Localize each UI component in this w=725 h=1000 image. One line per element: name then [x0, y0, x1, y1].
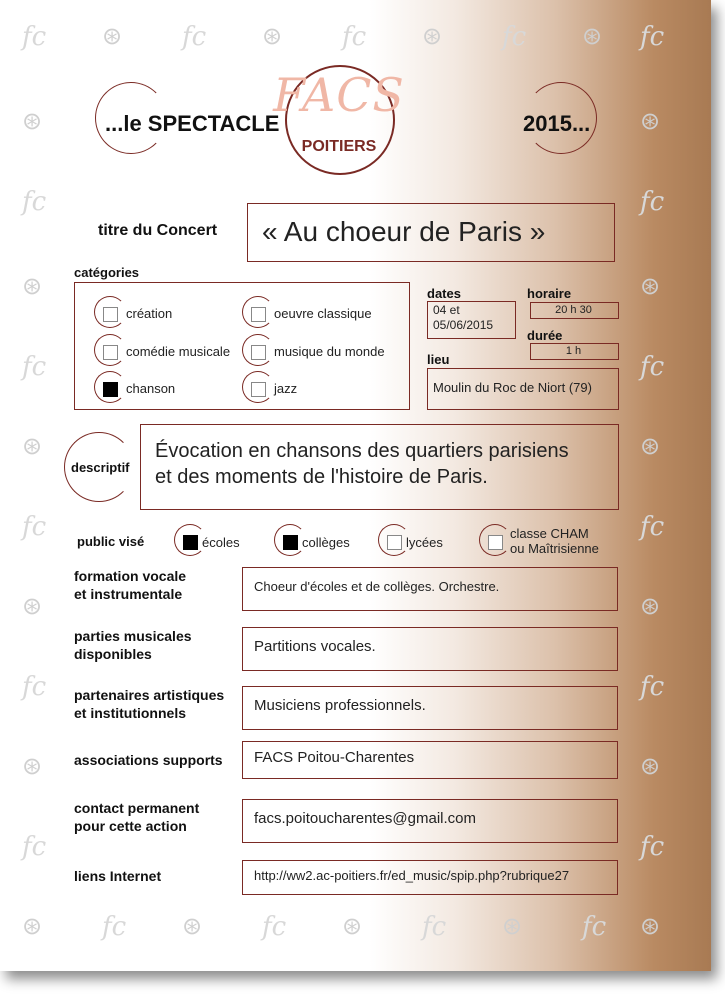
field-label: disponibles [74, 646, 152, 662]
categories-label: catégories [74, 265, 140, 280]
duree-value: 1 h [565, 345, 582, 357]
checkbox-square [387, 535, 402, 550]
checkbox-square [488, 535, 503, 550]
category-checkbox[interactable] [246, 377, 270, 401]
checkbox-square [183, 535, 198, 550]
field-label: liens Internet [74, 868, 162, 884]
field-label: associations supports [74, 752, 223, 768]
watermark-fc-icon: fc [502, 22, 527, 52]
public-label-text: écoles [202, 535, 240, 550]
watermark-fc-icon: fc [640, 22, 665, 52]
category-label: musique du monde [274, 344, 385, 359]
checkbox-square [251, 307, 266, 322]
titre-label: titre du Concert [98, 222, 218, 239]
watermark-spiral-icon: ⊛ [582, 23, 603, 50]
category-label: création [126, 306, 173, 321]
category-checkbox[interactable] [98, 302, 122, 326]
watermark-fc-icon: fc [22, 352, 47, 382]
descriptif-line2: et des moments de l'histoire de Paris. [155, 466, 488, 488]
watermark-spiral-icon: ⊛ [22, 753, 43, 780]
public-checkbox[interactable] [382, 530, 406, 554]
category-label: comédie musicale [126, 344, 231, 359]
category-label: chanson [126, 381, 176, 396]
horaire-value: 20 h 30 [555, 304, 592, 316]
watermark-spiral-icon: ⊛ [22, 273, 43, 300]
category-label: oeuvre classique [274, 306, 372, 321]
field-value: Partitions vocales. [254, 638, 376, 655]
watermark-spiral-icon: ⊛ [22, 593, 43, 620]
dates-label: dates [427, 286, 461, 301]
public-checkbox[interactable] [178, 530, 202, 554]
field-label: et institutionnels [74, 705, 186, 721]
duree-label: durée [527, 328, 563, 343]
facs-logo [265, 50, 413, 182]
field-value: http://ww2.ac-poitiers.fr/ed_music/spip.php?rubrique27 [254, 867, 570, 883]
checkbox-square [103, 307, 118, 322]
field-label: parties musicales [74, 628, 192, 644]
descriptif-label: descriptif [71, 460, 130, 475]
watermark-spiral-icon: ⊛ [640, 753, 661, 780]
checkbox-square [103, 345, 118, 360]
watermark-spiral-icon: ⊛ [102, 23, 123, 50]
checkbox-square [251, 382, 266, 397]
watermark-spiral-icon: ⊛ [422, 23, 443, 50]
watermark-spiral-icon: ⊛ [262, 23, 283, 50]
public-checkbox[interactable] [483, 530, 507, 554]
checkbox-square [251, 345, 266, 360]
watermark-spiral-icon: ⊛ [640, 433, 661, 460]
watermark-spiral-icon: ⊛ [640, 913, 661, 940]
field-value: facs.poitoucharentes@gmail.com [254, 810, 476, 827]
public-label-text: lycées [406, 535, 443, 550]
descriptif-line1: Évocation en chansons des quartiers parisiens [155, 440, 569, 462]
watermark-fc-icon: fc [182, 22, 207, 52]
field-label: contact permanent [74, 800, 200, 816]
titre-value: « Au choeur de Paris » [262, 216, 546, 247]
field-value: FACS Poitou-Charentes [254, 749, 415, 766]
public-label-text: classe CHAM [510, 526, 589, 541]
category-checkbox[interactable] [246, 302, 270, 326]
watermark-fc-icon: fc [342, 22, 367, 52]
public-checkbox[interactable] [278, 530, 302, 554]
header-left-title: ...le SPECTACLE [105, 111, 280, 136]
field-value: Musiciens professionnels. [254, 697, 426, 714]
lieu-value: Moulin du Roc de Niort (79) [433, 380, 592, 395]
watermark-fc-icon: fc [22, 22, 47, 52]
watermark-spiral-icon: ⊛ [182, 913, 203, 940]
logo-bottom-text: POITIERS [301, 138, 377, 155]
category-checkbox[interactable] [246, 340, 270, 364]
watermark-fc-icon: fc [640, 832, 665, 862]
horaire-label: horaire [527, 286, 572, 301]
public-label: public visé [77, 534, 145, 549]
watermark-fc-icon: fc [22, 672, 47, 702]
dates-value-line1: 04 et [433, 303, 460, 317]
checkbox-square [103, 382, 118, 397]
watermark-fc-icon: fc [640, 187, 665, 217]
watermark-spiral-icon: ⊛ [502, 913, 523, 940]
public-label-text: collèges [302, 535, 350, 550]
watermark-fc-icon: fc [102, 912, 127, 942]
watermark-fc-icon: fc [640, 672, 665, 702]
public-label-text: ou Maîtrisienne [510, 541, 599, 556]
field-label: pour cette action [74, 818, 187, 834]
field-label: formation vocale [74, 568, 187, 584]
watermark-spiral-icon: ⊛ [22, 913, 43, 940]
lieu-label: lieu [427, 352, 450, 367]
watermark-fc-icon: fc [640, 512, 665, 542]
field-value: Choeur d'écoles et de collèges. Orchestre. [254, 579, 500, 594]
watermark-spiral-icon: ⊛ [22, 433, 43, 460]
watermark-spiral-icon: ⊛ [342, 913, 363, 940]
category-checkbox[interactable] [98, 340, 122, 364]
watermark-spiral-icon: ⊛ [640, 273, 661, 300]
watermark-fc-icon: fc [422, 912, 447, 942]
watermark-spiral-icon: ⊛ [640, 108, 661, 135]
watermark-fc-icon: fc [582, 912, 607, 942]
watermark-fc-icon: fc [22, 512, 47, 542]
field-label: partenaires artistiques [74, 687, 225, 703]
watermark-fc-icon: fc [22, 187, 47, 217]
logo-top-text: FACS [273, 68, 405, 122]
watermark-spiral-icon: ⊛ [640, 593, 661, 620]
watermark-spiral-icon: ⊛ [22, 108, 43, 135]
watermark-fc-icon: fc [262, 912, 287, 942]
checkbox-square [283, 535, 298, 550]
field-label: et instrumentale [74, 586, 183, 602]
watermark-fc-icon: fc [640, 352, 665, 382]
category-checkbox[interactable] [98, 377, 122, 401]
header-right-year: 2015... [523, 111, 591, 136]
dates-value-line2: 05/06/2015 [433, 318, 494, 332]
watermark-fc-icon: fc [22, 832, 47, 862]
category-label: jazz [274, 381, 298, 396]
